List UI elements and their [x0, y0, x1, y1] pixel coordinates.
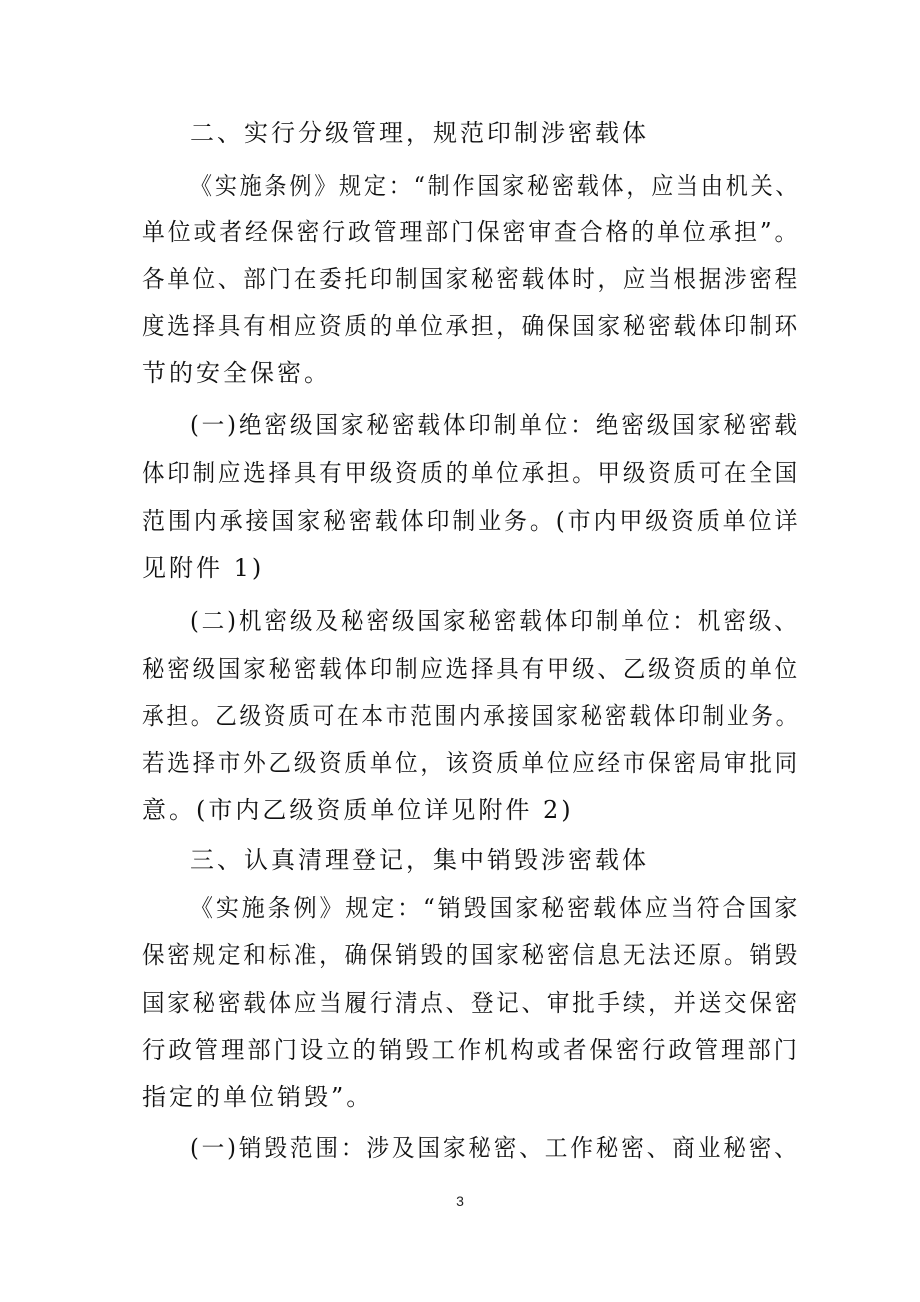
- paragraph-line: 《实施条例》规定：“制作国家秘密载体，应当由机关、: [190, 172, 801, 200]
- paragraph-line: 单位或者经保密行政管理部门保密审查合格的单位承担”。: [142, 218, 801, 246]
- paragraph-line: 指定的单位销毁”。: [142, 1083, 374, 1111]
- paragraph-line: (一)绝密级国家秘密载体印制单位：绝密级国家秘密载: [190, 411, 800, 439]
- paragraph-line: 若选择市外乙级资质单位，该资质单位应经市保密局审批同: [142, 749, 800, 777]
- section-heading-3: 三、认真清理登记，集中销毁涉密载体: [190, 846, 649, 874]
- page-number: 3: [456, 1193, 464, 1209]
- paragraph-line: 行政管理部门设立的销毁工作机构或者保密行政管理部门: [142, 1036, 800, 1064]
- paragraph-line: 国家秘密载体应当履行清点、登记、审批手续，并送交保密: [142, 989, 800, 1017]
- paragraph-line: 《实施条例》规定：“销毁国家秘密载体应当符合国家: [190, 894, 801, 922]
- paragraph-line: (二)机密级及秘密级国家秘密载体印制单位：机密级、: [190, 607, 800, 635]
- paragraph-line: 节的安全保密。: [142, 359, 331, 387]
- paragraph-line: (一)销毁范围：涉及国家秘密、工作秘密、商业秘密、: [190, 1134, 800, 1162]
- paragraph-line: 各单位、部门在委托印制国家秘密载体时，应当根据涉密程: [142, 265, 800, 293]
- paragraph-line: 体印制应选择具有甲级资质的单位承担。甲级资质可在全国: [142, 459, 800, 487]
- paragraph-line: 见附件 1): [142, 554, 265, 582]
- section-heading-2: 二、实行分级管理，规范印制涉密载体: [190, 119, 649, 147]
- paragraph-line: 承担。乙级资质可在本市范围内承接国家秘密载体印制业务。: [142, 702, 800, 730]
- paragraph-line: 意。(市内乙级资质单位详见附件 2): [142, 796, 574, 824]
- paragraph-line: 秘密级国家秘密载体印制应选择具有甲级、乙级资质的单位: [142, 655, 800, 683]
- paragraph-line: 保密规定和标准，确保销毁的国家秘密信息无法还原。销毁: [142, 941, 800, 969]
- paragraph-line: 度选择具有相应资质的单位承担，确保国家秘密载体印制环: [142, 312, 800, 340]
- paragraph-line: 范围内承接国家秘密载体印制业务。(市内甲级资质单位详: [142, 507, 801, 535]
